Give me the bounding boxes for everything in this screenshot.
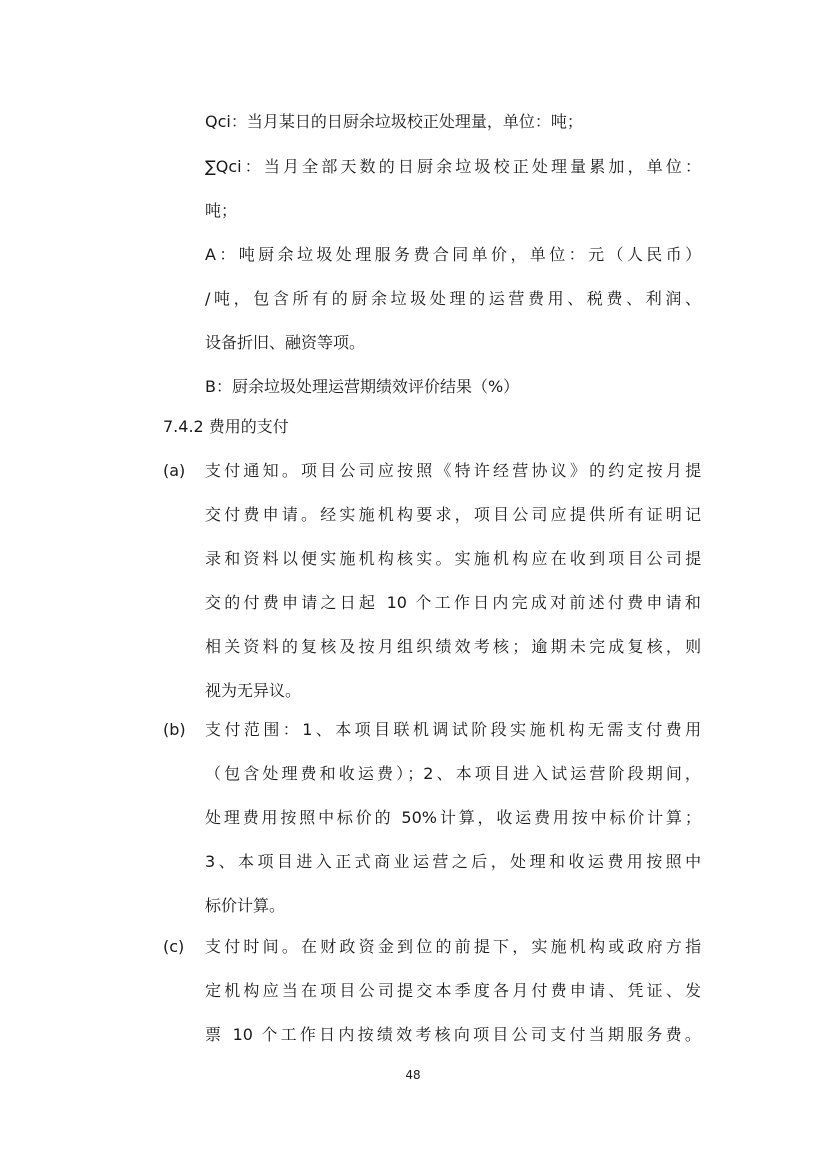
item-c-line: 定机构应当在项目公司提交本季度各月付费申请、凭证、发 (205, 981, 702, 1000)
item-c-line: 支付时间。在财政资金到位的前提下，实施机构或政府方指 (205, 937, 702, 956)
item-a-line: 交付费申请。经实施机构要求，项目公司应提供所有证明记 (205, 505, 702, 524)
item-b-line: 处理费用按照中标价的 50%计算，收运费用按中标价计算； (205, 808, 701, 827)
definition-a-line1: A：吨厨余垃圾处理服务费合同单价，单位：元（人民币） (205, 245, 702, 264)
definition-a-line2: /吨，包含所有的厨余垃圾处理的运营费用、税费、利润、 (205, 289, 702, 308)
definition-b: B：厨余垃圾处理运营期绩效评价结果（%） (205, 377, 520, 396)
item-a-line: 录和资料以便实施机构核实。实施机构应在收到项目公司提 (205, 549, 702, 568)
item-b-marker: (b) (163, 720, 186, 739)
item-b-line: （包含处理费和收运费）；2、本项目进入试运营阶段期间， (205, 764, 701, 783)
definition-qci: Qci：当月某日的日厨余垃圾校正处理量，单位：吨； (205, 112, 583, 131)
section-heading: 7.4.2 费用的支付 (163, 417, 289, 436)
item-a-line: 视为无异议。 (205, 681, 302, 700)
item-c-marker: (c) (163, 937, 185, 956)
definition-a-line3: 设备折旧、融资等项。 (205, 333, 366, 352)
item-b-line: 标价计算。 (205, 896, 286, 915)
item-a-line: 支付通知。项目公司应按照《特许经营协议》的约定按月提 (205, 461, 702, 480)
item-a-marker: (a) (163, 461, 186, 480)
page-number: 48 (405, 1068, 421, 1082)
item-c-line: 票 10 个工作日内按绩效考核向项目公司支付当期服务费。 (205, 1025, 701, 1044)
item-b-line: 支付范围：1、本项目联机调试阶段实施机构无需支付费用 (205, 720, 702, 739)
definition-sum-qci-line2: 吨； (205, 201, 238, 220)
item-a-line: 相关资料的复核及按月组织绩效考核；逾期未完成复核，则 (205, 637, 702, 656)
item-a-line: 交的付费申请之日起 10 个工作日内完成对前述付费申请和 (205, 593, 701, 612)
item-b-line: 3、本项目进入正式商业运营之后，处理和收运费用按照中 (205, 852, 702, 871)
definition-sum-qci-line1: ∑Qci：当月全部天数的日厨余垃圾校正处理量累加，单位： (205, 157, 701, 176)
